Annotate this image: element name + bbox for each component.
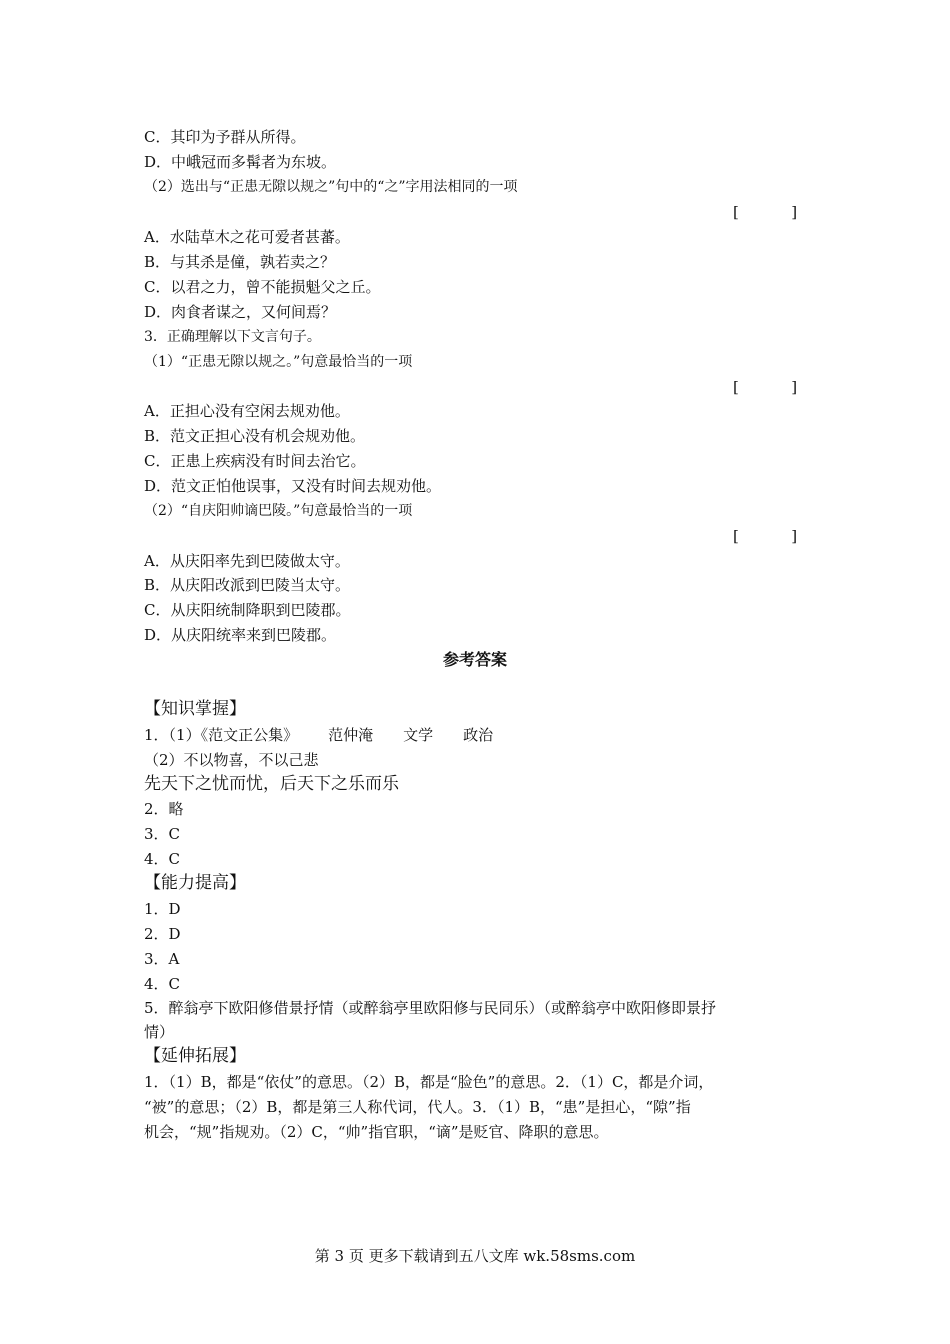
answer-4: 4．C: [144, 850, 181, 868]
answer-1-1: [144, 725, 493, 745]
option-3-1-d: D．范文正怕他误事，又没有时间去规劝他。: [144, 477, 442, 495]
option-2-2-a: A．水陆草木之花可爱者甚蕃。: [144, 228, 350, 246]
option-2-2-b: B．与其杀是僮，孰若卖之？: [144, 253, 336, 271]
option-3-2-b: B．从庆阳改派到巴陵当太守。: [144, 576, 351, 594]
answer-1-1-prefix: 1．（1）《范文正公集》: [144, 726, 299, 744]
answer-1-1-c2: 政治: [463, 726, 494, 744]
section-ability: 【能力提高】: [144, 873, 246, 893]
option-3-1-a: A．正担心没有空闲去规劝他。: [144, 402, 350, 420]
page-footer: 第 3 页 更多下载请到五八文库 wk.58sms.com: [314, 1247, 636, 1265]
extension-line-3: 机会，“规”指规劝。（2）C，“帅”指官职，“谪”是贬官、降职的意思。: [144, 1123, 609, 1141]
ability-answer-4: 4．C: [144, 975, 181, 993]
option-2-1-c: C．其印为予群从所得。: [144, 128, 306, 146]
option-3-1-b: B．范文正担心没有机会规劝他。: [144, 427, 366, 445]
question-2-2-prompt: （2）选出与“正患无隙以规之”句中的“之”字用法相同的一项: [144, 179, 518, 195]
option-3-1-c: C．正患上疾病没有时间去治它。: [144, 452, 366, 470]
answers-title: 参考答案: [442, 650, 507, 669]
answer-2: 2．略: [144, 800, 184, 818]
option-2-1-d: D．中峨冠而多髯者为东坡。: [144, 153, 337, 171]
answer-bracket: [ ]: [733, 378, 798, 396]
option-3-2-d: D．从庆阳统率来到巴陵郡。: [144, 626, 337, 644]
option-3-2-a: A．从庆阳率先到巴陵做太守。: [144, 552, 350, 570]
question-3-title: 3．正确理解以下文言句子。: [144, 329, 321, 345]
section-knowledge: 【知识掌握】: [144, 699, 246, 719]
extension-line-2: “被”的意思；（2）B，都是第三人称代词，代人。3．（1）B，“患”是担心，“隙”指: [144, 1098, 691, 1116]
answer-1-1-c1: 文学: [403, 726, 434, 744]
ability-answer-3: 3．A: [144, 950, 180, 968]
ability-answer-5-line2: 情）: [144, 1023, 175, 1041]
question-3-1-prompt: （1）“正患无隙以规之。”句意最恰当的一项: [144, 354, 413, 370]
option-2-2-d: D．肉食者谋之，又何间焉？: [144, 303, 337, 321]
section-extension: 【延伸拓展】: [144, 1046, 246, 1066]
question-3-2-prompt: （2）“自庆阳帅谪巴陵。”句意最恰当的一项: [144, 503, 413, 519]
option-3-2-c: C．从庆阳统制降职到巴陵郡。: [144, 601, 351, 619]
answer-1-3: 先天下之忧而忧，后天下之乐而乐: [144, 774, 399, 794]
answer-3: 3．C: [144, 825, 181, 843]
ability-answer-5-line1: 5．醉翁亭下欧阳修借景抒情（或醉翁亭里欧阳修与民同乐）（或醉翁亭中欧阳修即景抒: [144, 999, 717, 1017]
ability-answer-2: 2．D: [144, 925, 181, 943]
extension-line-1: 1．（1）B，都是“依仗”的意思。（2）B，都是“脸色”的意思。2．（1）C，都是介词，: [144, 1073, 714, 1091]
answer-bracket: [ ]: [733, 527, 798, 545]
answer-bracket: [ ]: [733, 203, 798, 221]
option-2-2-c: C．以君之力，曾不能损魁父之丘。: [144, 278, 381, 296]
answer-1-2: （2）不以物喜，不以己悲: [144, 751, 319, 769]
answer-1-1-author: 范仲淹: [328, 726, 374, 744]
ability-answer-1: 1．D: [144, 900, 181, 918]
